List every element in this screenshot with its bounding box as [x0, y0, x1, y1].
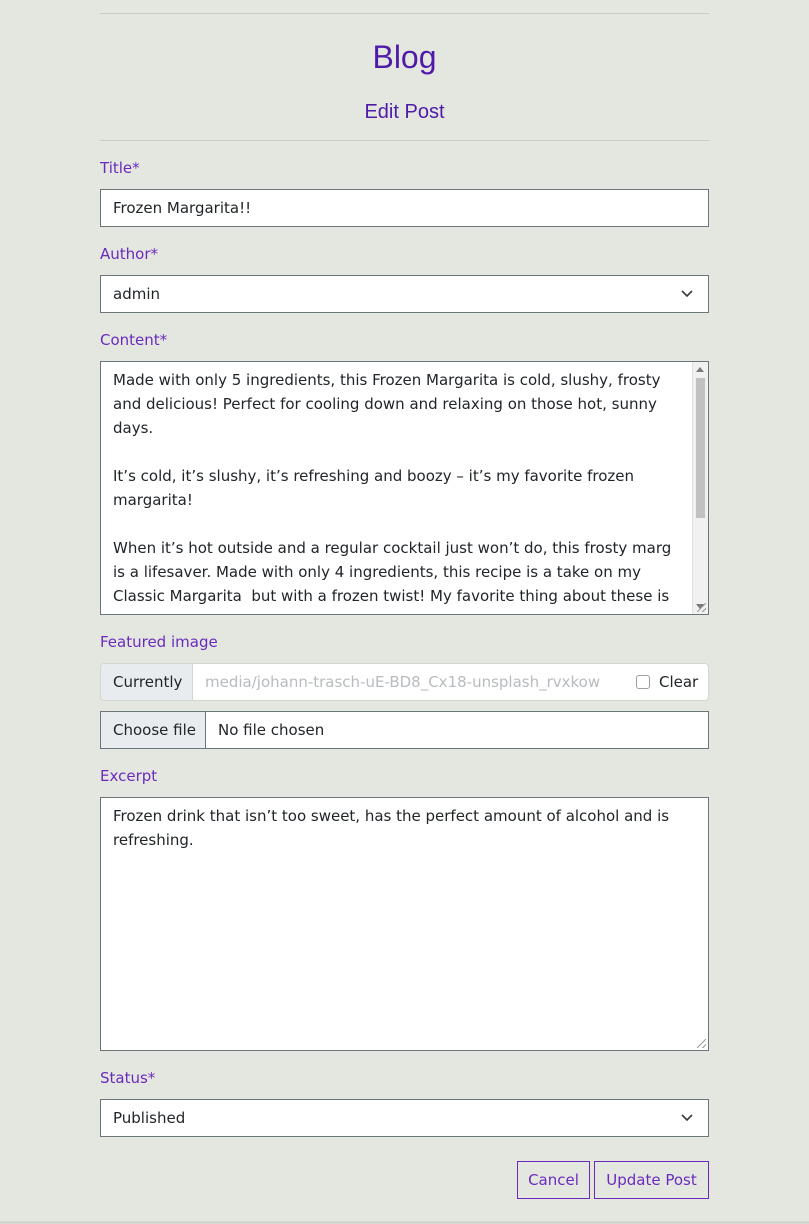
content-text: Made with only 5 ingredients, this Frozen Margarita is cold, slushy, frosty and delicious! Perfect for cooling down and relaxing on those hot, sunny days. It’s cold, it’s slushy, it’s refreshing and boozy – it’s my favorite frozen margarita! When it’s hot outside and a regular cocktail just won’t do, this frosty marg is a lifesaver. Made with only 4 ingredients, this recipe is a take on my Classic Margarita but with a frozen twist! My favorite thing about these is — [113, 371, 672, 605]
featured-image-label: Featured image — [100, 633, 218, 651]
clear-label[interactable]: Clear — [659, 673, 699, 691]
status-label: Status* — [100, 1069, 156, 1087]
excerpt-textarea[interactable] — [100, 797, 709, 1051]
resize-handle-icon[interactable] — [697, 1039, 706, 1048]
cancel-button[interactable]: Cancel — [517, 1161, 590, 1199]
site-title[interactable]: Blog — [372, 39, 437, 75]
excerpt-label: Excerpt — [100, 767, 158, 785]
scroll-thumb[interactable] — [696, 378, 705, 518]
choose-file-button[interactable]: Choose file — [101, 712, 206, 748]
currently-label: Currently — [101, 664, 193, 700]
author-select-value: admin — [113, 285, 160, 303]
scroll-up-arrow-icon[interactable] — [696, 367, 704, 372]
featured-image-file-input[interactable] — [100, 711, 709, 749]
current-image-group — [100, 663, 709, 701]
status-select-value: Published — [113, 1109, 186, 1127]
title-input[interactable] — [100, 189, 709, 227]
author-select[interactable] — [100, 275, 709, 313]
header-divider — [100, 140, 709, 141]
title-input-value: Frozen Margarita!! — [113, 199, 252, 217]
status-select[interactable] — [100, 1099, 709, 1137]
author-label: Author* — [100, 245, 159, 263]
top-divider — [100, 13, 709, 14]
excerpt-text: Frozen drink that isn’t too sweet, has the perfect amount of alcohol and is refreshing. — [113, 807, 674, 849]
current-image-link[interactable]: media/johann-trasch-uE-BD8_Cx18-unsplash_rvxkow — [205, 673, 601, 691]
update-post-button[interactable]: Update Post — [594, 1161, 709, 1199]
chevron-down-icon — [680, 1112, 694, 1124]
chevron-down-icon — [680, 288, 694, 300]
content-scrollbar[interactable] — [692, 362, 708, 614]
content-textarea[interactable] — [100, 361, 709, 615]
title-label: Title* — [100, 159, 140, 177]
page-title: Edit Post — [364, 101, 445, 123]
file-status-text: No file chosen — [218, 721, 325, 739]
clear-checkbox[interactable] — [636, 675, 650, 689]
resize-handle-icon[interactable] — [697, 603, 706, 612]
content-label: Content* — [100, 331, 168, 349]
